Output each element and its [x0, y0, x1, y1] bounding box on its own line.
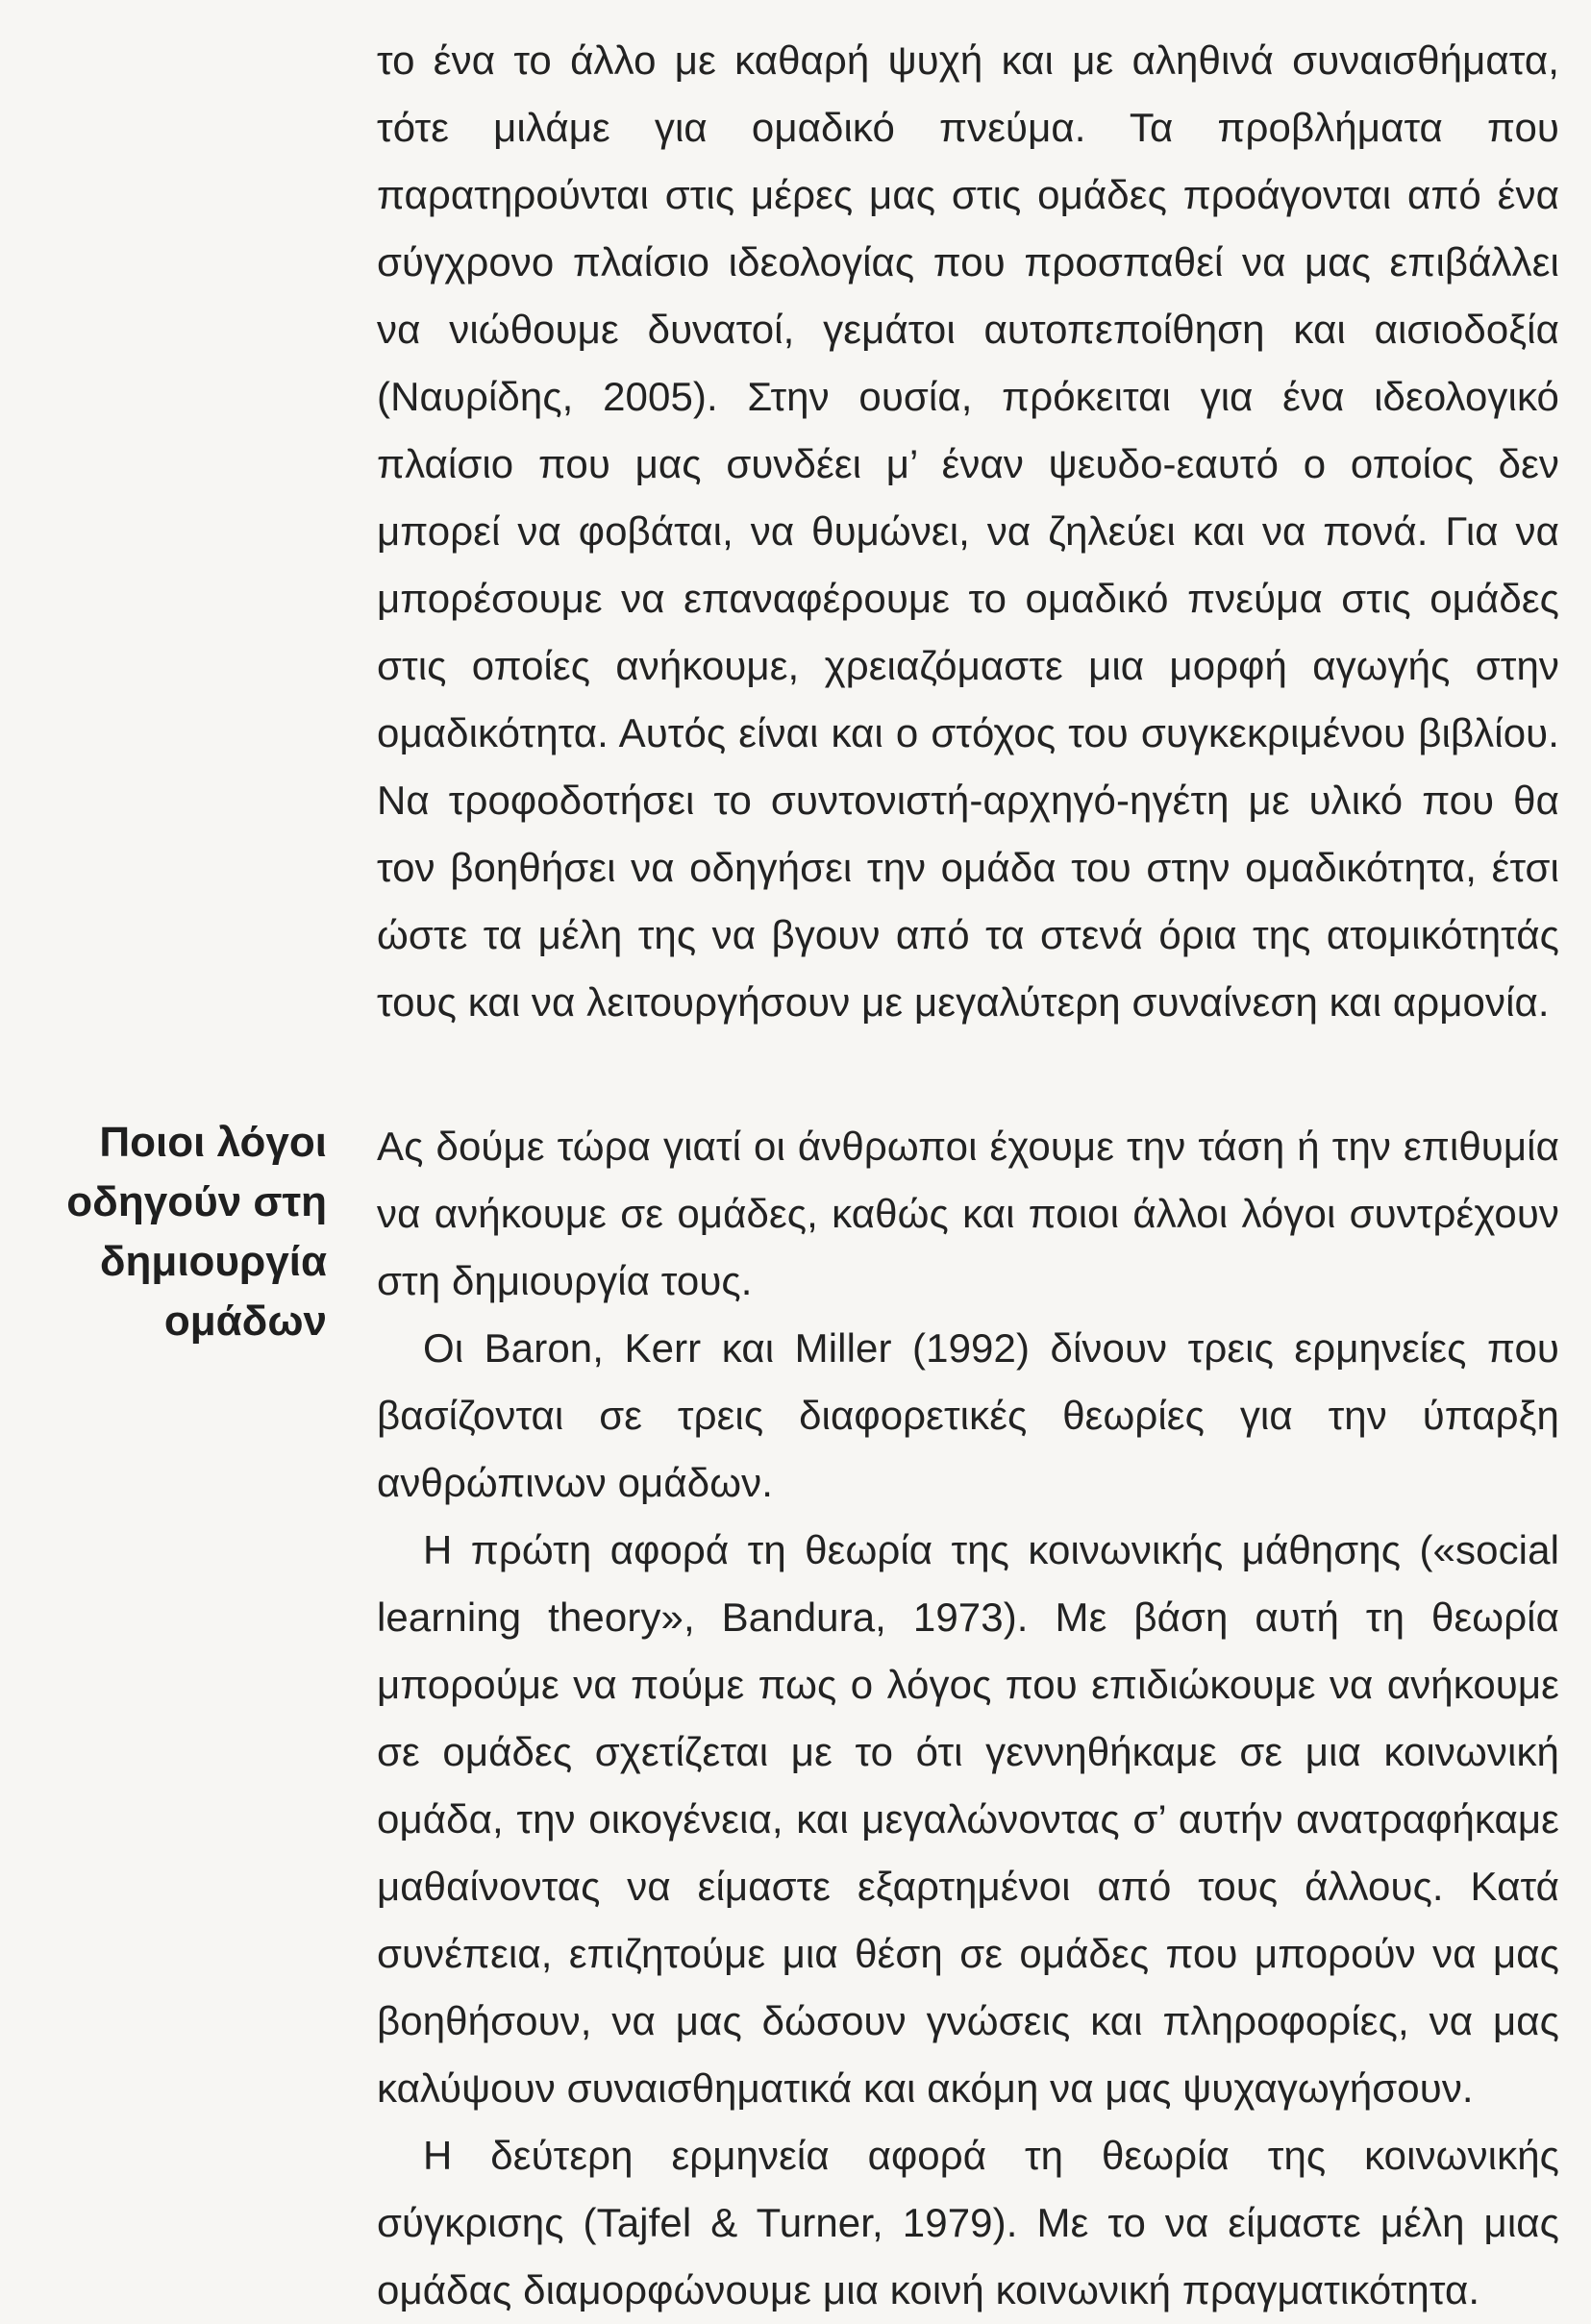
section-paragraph-2: Οι Baron, Kerr και Miller (1992) δίνουν τρεις ερμηνείες που βασίζονται σε τρεις διαφορετικές θεωρίες για την ύπαρξη ανθρώπινων ομάδων.	[377, 1325, 1559, 1505]
section-paragraph-4: Η δεύτερη ερμηνεία αφορά τη θεωρία της κοινωνικής σύγκρισης (Tajfel & Turner, 1979). Με το να είμαστε μέλη μιας ομάδας διαμορφώνουμε μια κοινή κοινωνική πραγματικότητα.	[377, 2133, 1559, 2312]
section-text-block	[377, 1113, 1559, 2324]
section-paragraph-1: Ας δούμε τώρα γιατί οι άνθρωποι έχουμε την τάση ή την επιθυμία να ανήκουμε σε ομάδες, καθώς και ποιοι άλλοι λόγοι συντρέχουν στη δημιουργία τους.	[377, 1124, 1559, 1303]
section-paragraph-3: Η πρώτη αφορά τη θεωρία της κοινωνικής μάθησης («social learning theory», Bandura, 1973). Με βάση αυτή τη θεωρία μπορούμε να πούμε πως ο λόγος που επιδιώκουμε να ανήκουμε σε ομάδες σχετίζεται με το ότι γεννηθήκαμε σε μια κοινωνική ομάδα, την οικογένεια, και μεγαλώνοντας σ’ αυτήν ανατραφήκαμε μαθαίνοντας να είμαστε εξαρτημένοι από τους άλλους. Κατά συνέπεια, επιζητούμε μια θέση σε ομάδες που μπορούν να μας βοηθήσουν, να μας δώσουν γνώσεις και πληροφορίες, να μας καλύψουν συναισθηματικά και ακόμη να μας ψυχαγωγήσουν.	[377, 1527, 1559, 2111]
heading-line-4: ομάδων	[163, 1298, 327, 1345]
section-margin-heading	[38, 1113, 327, 1351]
intro-text-block	[377, 27, 1559, 1036]
intro-paragraph: το ένα το άλλο με καθαρή ψυχή και με αληθινά συναισθήματα, τότε μιλάμε για ομαδικό πνεύμα. Τα προβλήματα που παρατηρούνται στις μέρες μας στις ομάδες προάγονται από ένα σύγχρονο πλαίσιο ιδεολογίας που προσπαθεί να μας επιβάλλει να νιώθουμε δυνατοί, γεμάτοι αυτοπεποίθηση και αισιοδοξία (Ναυρίδης, 2005). Στην ουσία, πρόκειται για ένα ιδεολογικό πλαίσιο που μας συνδέει μ’ έναν ψευδο-εαυτό ο οποίος δεν μπορεί να φοβάται, να θυμώνει, να ζηλεύει και να πονά. Για να μπορέσουμε να επαναφέρουμε το ομαδικό πνεύμα στις ομάδες στις οποίες ανήκουμε, χρειαζόμαστε μια μορφή αγωγής στην ομαδικότητα. Αυτός είναι και ο στόχος του συγκεκριμένου βιβλίου. Να τροφοδοτήσει το συντονιστή-αρχηγό-ηγέτη με υλικό που θα τον βοηθήσει να οδηγήσει την ομάδα του στην ομαδικότητα, έτσι ώστε τα μέλη της να βγουν από τα στενά όρια της ατομικότητάς τους και να λειτουργήσουν με μεγαλύτερη συναίνεση και αρμονία.	[377, 37, 1559, 1025]
heading-line-2: οδηγούν στη	[66, 1178, 327, 1225]
heading-line-1: Ποιοι λόγοι	[99, 1119, 327, 1166]
heading-line-3: δημιουργία	[99, 1238, 327, 1285]
